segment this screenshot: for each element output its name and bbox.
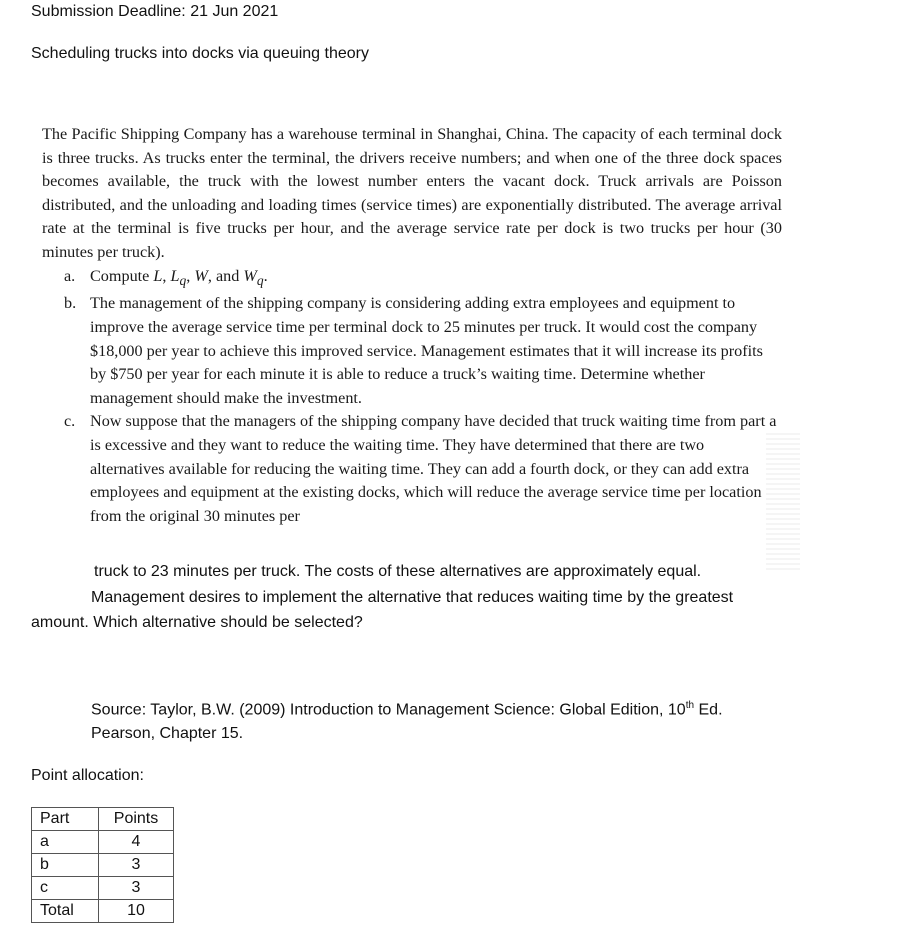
part-a-end: .: [263, 266, 268, 285]
part-c-continuation-line3: amount. Which alternative should be selected?: [31, 614, 363, 631]
table-cell-points: 10: [99, 900, 174, 923]
part-b-item: [42, 292, 782, 410]
document-title: Scheduling trucks into docks via queuing theory: [31, 45, 369, 62]
part-c-continuation-line1: truck to 23 minutes per truck. The costs of these alternatives are approximately equal.: [94, 563, 702, 580]
source-line2: Pearson, Chapter 15.: [91, 725, 244, 742]
part-b-text: The management of the shipping company is considering adding extra employees and equipment to improve the average service time per terminal dock to 25 minutes per truck. It would cost the company $18,000 per year to achieve this improved service. Management estimates that it will increase its profits by $750 per year for each minute it is able to reduce a truck’s waiting time. Determine whether management should make the investment.: [90, 294, 763, 407]
table-row: [32, 877, 174, 900]
source-line1-text: Source: Taylor, B.W. (2009) Introduction to Management Science: Global Edition, 10: [91, 701, 686, 719]
symbol-wq-sub: q: [256, 272, 264, 288]
symbol-w: W: [194, 266, 208, 285]
table-row: [32, 854, 174, 877]
table-cell-points: 3: [99, 877, 174, 900]
part-a-marker: a.: [64, 266, 76, 285]
part-a-and: and: [215, 266, 240, 285]
problem-intro: The Pacific Shipping Company has a warehouse terminal in Shanghai, China. The capacity of each terminal dock is three trucks. As trucks enter the terminal, the drivers receive numbers; and when one of the three dock spaces becomes available, the truck with the lowest number enters the vacant dock. Truck arrivals are Poisson distributed, and the unloading and loading times (service times) are exponentially distributed. The average arrival rate at the terminal is five trucks per hour, and the average service rate per dock is two trucks per hour (30 minutes per truck).: [42, 125, 782, 261]
part-a-prefix: Compute: [90, 266, 150, 285]
part-c-item: [42, 410, 782, 528]
table-cell-part: a: [32, 831, 99, 854]
part-a-item: [42, 265, 782, 293]
table-cell-points: 3: [99, 854, 174, 877]
part-c-marker: c.: [64, 412, 76, 431]
part-c-continuation-line2: Management desires to implement the alternative that reduces waiting time by the greatest: [91, 589, 734, 606]
table-cell-part: Total: [32, 900, 99, 923]
point-allocation-label: Point allocation:: [31, 767, 144, 784]
part-a-text: Compute L, $L_q$, W, and $W_q$.: [90, 266, 268, 288]
points-table: [31, 807, 174, 923]
source-line1-suffix: Ed.: [694, 701, 723, 719]
table-header-part: Part: [32, 808, 99, 831]
table-cell-part: c: [32, 877, 99, 900]
symbol-lq: L: [170, 266, 180, 285]
table-cell-part: b: [32, 854, 99, 877]
symbol-wq: W: [243, 266, 257, 285]
table-header-row: [32, 808, 174, 831]
table-row: [32, 900, 174, 923]
table-cell-points: 4: [99, 831, 174, 854]
table-row: [32, 831, 174, 854]
table-header-points: Points: [99, 808, 174, 831]
part-c-text: Now suppose that the managers of the shipping company have decided that truck waiting time from part a is excessive and they want to reduce the waiting time. They have determined that there are two alternatives available for reducing the waiting time. They can add a fourth dock, or they can add extra employees and equipment at the existing docks, which will reduce the average service time per location from the original 30 minutes per: [90, 412, 777, 525]
submission-deadline: Submission Deadline: 21 Jun 2021: [31, 3, 279, 20]
symbol-lq-sub: q: [179, 272, 187, 288]
source-line1: [91, 700, 723, 719]
symbol-l: L: [153, 266, 163, 285]
problem-scan-block: [42, 123, 782, 528]
source-superscript: th: [685, 700, 695, 711]
part-b-marker: b.: [64, 294, 77, 313]
scan-noise-decoration: [766, 430, 800, 570]
